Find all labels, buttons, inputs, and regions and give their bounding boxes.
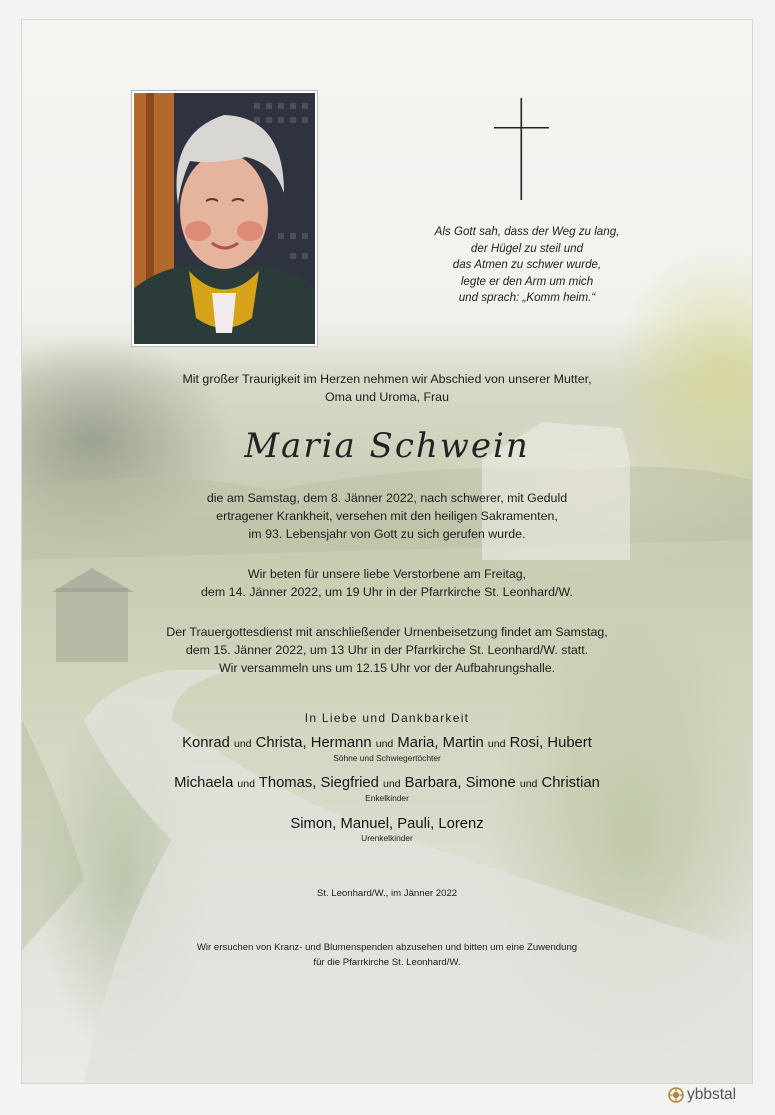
- funeral-line-3: Wir versammeln uns um 12.15 Uhr vor der Aufbahrungshalle.: [218, 661, 556, 675]
- prayer-notice: [22, 565, 752, 601]
- brand-logo: [668, 1086, 736, 1104]
- and-word: und: [234, 738, 252, 750]
- name: Thomas,: [258, 775, 317, 791]
- cross-icon: [494, 98, 550, 202]
- and-word: und: [383, 778, 401, 790]
- deceased-name: Maria Schwein: [244, 426, 530, 466]
- and-word: und: [519, 778, 538, 790]
- funeral-notice: [22, 623, 752, 677]
- and-word: und: [487, 738, 506, 750]
- prayer-line-1: Wir beten für unsere liebe Verstorbene am Freitag,: [247, 567, 527, 581]
- ybbstal-logo-icon: [668, 1087, 684, 1103]
- family-children: [22, 734, 752, 764]
- intro-line-1: Mit großer Traurigkeit im Herzen nehmen wir Abschied von unserer Mutter,: [182, 372, 592, 386]
- poem-line: legte er den Arm um mich: [460, 274, 594, 288]
- name: Michaela: [174, 775, 234, 791]
- death-line-1: die am Samstag, dem 8. Jänner 2022, nach schwerer, mit Geduld: [206, 491, 568, 505]
- intro-line-2: Oma und Uroma, Frau: [325, 390, 449, 404]
- name: Christa,: [255, 735, 307, 751]
- grandchildren-label: Enkelkinder: [365, 793, 409, 803]
- name: Barbara,: [404, 775, 462, 791]
- name: Maria,: [397, 735, 439, 751]
- prayer-line-2: dem 14. Jänner 2022, um 19 Uhr in der Pfarrkirche St. Leonhard/W.: [201, 585, 573, 599]
- name: Siegfried: [320, 775, 379, 791]
- place-date: St. Leonhard/W., im Jänner 2022: [316, 888, 458, 899]
- donation-request: [22, 940, 752, 970]
- poem-line: das Atmen zu schwer wurde,: [452, 258, 602, 271]
- children-names: [22, 734, 752, 753]
- great-grandchildren-label: Urenkelkinder: [361, 833, 413, 843]
- great-grandchildren-names: Simon, Manuel, Pauli, Lorenz: [290, 816, 484, 832]
- poem-line: der Hügel zu steil und: [470, 241, 584, 255]
- donation-line-2: für die Pfarrkirche St. Leonhard/W.: [313, 957, 461, 968]
- and-word: und: [237, 778, 255, 790]
- name: Rosi,: [509, 735, 544, 751]
- name: Konrad: [182, 735, 230, 751]
- grandchildren-names: [22, 774, 752, 793]
- name: Hubert: [547, 735, 592, 751]
- funeral-line-1: Der Trauergottesdienst mit anschließender Urnenbeisetzung findet am Samstag,: [166, 625, 608, 639]
- memorial-poem: [362, 224, 692, 307]
- poem-line: Als Gott sah, dass der Weg zu lang,: [434, 225, 620, 238]
- family-great-grandchildren: [22, 815, 752, 844]
- portrait-photo: [132, 91, 317, 346]
- name: Martin: [442, 735, 484, 751]
- family-heading: In Liebe und Dankbarkeit: [304, 711, 470, 725]
- name: Simone: [465, 775, 516, 791]
- death-line-2: ertragener Krankheit, versehen mit den heiligen Sakramenten,: [216, 509, 558, 523]
- name: Hermann: [310, 735, 372, 751]
- parte-sheet: [21, 19, 753, 1084]
- and-word: und: [375, 738, 394, 750]
- intro-text: [22, 370, 752, 406]
- donation-line-1: Wir ersuchen von Kranz- und Blumenspenden abzusehen und bitten um eine Zuwendung: [196, 942, 578, 953]
- funeral-line-2: dem 15. Jänner 2022, um 13 Uhr in der Pfarrkirche St. Leonhard/W. statt.: [185, 643, 589, 657]
- poem-line: und sprach: „Komm heim.“: [458, 291, 596, 304]
- family-grandchildren: [22, 774, 752, 804]
- death-notice: [22, 489, 752, 543]
- children-label: Söhne und Schwiegertöchter: [333, 753, 441, 763]
- death-line-3: im 93. Lebensjahr von Gott zu sich gerufen wurde.: [248, 527, 526, 541]
- brand-name: ybbstal: [687, 1086, 737, 1103]
- name: Christian: [541, 775, 600, 791]
